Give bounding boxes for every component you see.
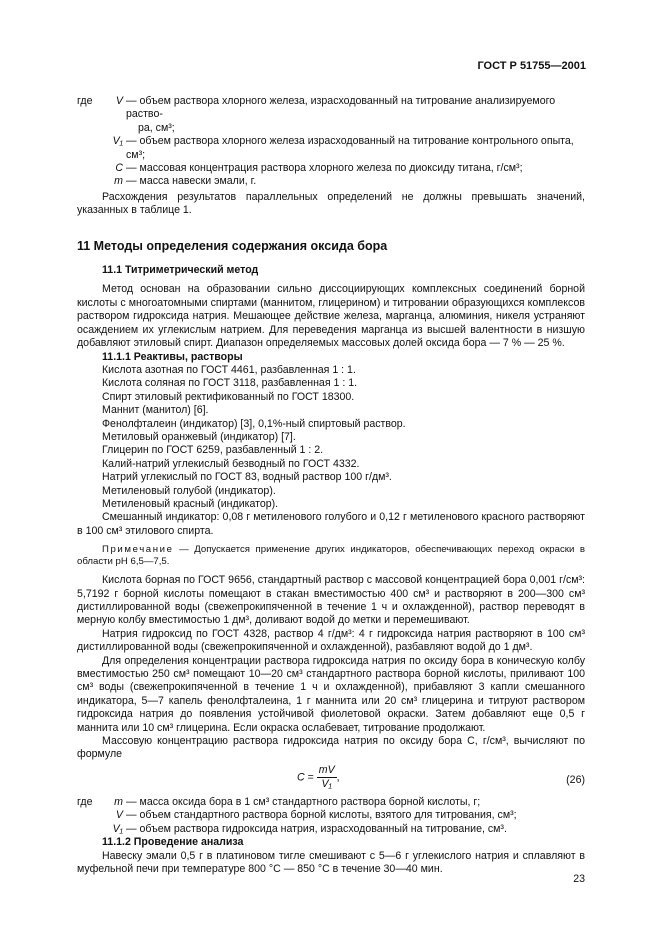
where-line (77, 162, 585, 175)
section-11-heading: 11 Методы определения содержания оксида бора (77, 238, 388, 253)
where-line (77, 796, 585, 809)
formula-fraction (317, 764, 337, 792)
where-symbol: V₁ (112, 135, 123, 148)
reagent-item: Глицерин по ГОСТ 6259, разбавленный 1 : 2. (102, 444, 324, 457)
where-text: — масса оксида бора в 1 см³ стандартного раствора борной кислоты, г; (126, 795, 481, 808)
reagent-item: Кислота азотная по ГОСТ 4461, разбавленная 1 : 1. (102, 363, 356, 376)
where-text: — объем раствора гидроксида натрия, израсходованный на титрование, см³. (126, 822, 507, 835)
where-lead (77, 823, 103, 836)
sodium-hydroxide-paragraph: Натрия гидроксид по ГОСТ 4328, раствор 4 г/дм³: 4 г гидроксида натрия растворяют в 100 см³ дистиллированной воды (свежепрокипяченной и охлажденной), разбавляют водой до 1 дм³. (77, 627, 585, 654)
where-symbol: V (115, 95, 123, 107)
mixed-indicator-paragraph: Смешанный индикатор: 0,08 г метиленового голубого и 0,12 г метиленового красного растворяют в 100 см³ этилового спирта. (77, 511, 585, 537)
where-line (77, 122, 585, 135)
reagent-item: Калий-натрий углекислый безводный по ГОСТ 4332. (102, 457, 360, 470)
mass-concentration-paragraph: Массовую концентрацию раствора гидроксида натрия по оксиду бора C, г/см³, вычисляют по формуле (77, 735, 585, 761)
where-symbol (103, 122, 126, 135)
where-text: — объем раствора хлорного железа, израсходованный на титрование анализируемого раство- (126, 95, 556, 121)
note (77, 544, 585, 568)
where-lead (77, 809, 103, 822)
where-line (77, 823, 585, 836)
where-lead (77, 175, 103, 188)
divergence-paragraph: Расхождения результатов параллельных определений не должны превышать значений, указанных в таблице 1. (77, 190, 585, 217)
formula-equals: = (307, 771, 314, 784)
reagent-item: Кислота соляная по ГОСТ 3118, разбавленная 1 : 1. (102, 377, 358, 390)
concentration-determination-paragraph: Для определения концентрации раствора гидроксида натрия по оксиду бора в коническую колбу вместимостью 250 см³ помещают 10—20 см³ стандартного раствора борной кислоты, приливают 100 см³ воды (свежепрокипяченной в течение 1 ч и охлажденной), прибавляют 3 капли смешанного индикатора, 5—7 капель фенолфталеина, 1 г маннита или 20 см³ глицерина и титруют раствором гидроксида натрия до появления устойчивой фиолетовой окраски. Затем добавляют еще 0,5 г маннита или 10 см³ глицерина. Если окраска ослабевает, титрование продолжают. (77, 654, 585, 734)
page-content (77, 95, 585, 876)
section-11-1-heading: 11.1 Титриметрический метод (102, 264, 259, 277)
where-text: ра, см³; (138, 121, 175, 134)
where-symbol: C (115, 162, 123, 175)
where-text: — объем стандартного раствора борной кислоты, взятого для титрования, см³; (126, 809, 517, 822)
analysis-paragraph: Навеску эмали 0,5 г в платиновом тигле смешивают с 5—6 г углекислого натрия и сплавляют в муфельной печи при температуре 800 °C — 850 °C в течение 30—40 мин. (77, 849, 585, 875)
document-code-header: ГОСТ Р 51755—2001 (477, 60, 586, 72)
formula-numerator: mV (317, 764, 337, 778)
where-symbol: m (114, 175, 123, 188)
reagents-list (77, 364, 585, 511)
formula-26 (77, 762, 585, 796)
reagent-item: Метиленовый красный (индикатор). (102, 497, 279, 510)
formula-expression (297, 764, 340, 792)
where-lead (77, 122, 103, 135)
where-lead (77, 162, 103, 175)
where-lead: где (77, 95, 93, 107)
note-text: — Допускается применение других индикаторов, обеспечивающих переход окраски в области pH 6,5—7,5. (77, 544, 585, 568)
where-line (77, 809, 585, 822)
formula-lhs: C (297, 771, 305, 784)
note-label: Примечание (102, 544, 174, 556)
reagent-item: Метиленовый голубой (индикатор). (102, 484, 276, 497)
where-symbol: V (115, 809, 123, 822)
reagent-item: Натрий углекислый по ГОСТ 83, водный раствор 100 г/дм³. (102, 471, 392, 484)
where-lead (77, 135, 103, 162)
formula-number: (26) (566, 773, 585, 786)
where-text: — масса навески эмали, г. (126, 175, 257, 188)
where-symbol: V₁ (112, 822, 123, 835)
reagent-item: Метиловый оранжевый (индикатор) [7]. (102, 430, 296, 443)
where-block-1 (77, 95, 585, 189)
section-11-1-2-heading: 11.1.2 Проведение анализа (102, 836, 244, 849)
boric-acid-paragraph: Кислота борная по ГОСТ 9656, стандартный раствор с массовой концентрацией бора 0,001 г/см³: 5,7192 г борной кислоты помещают в стакан вместимостью 400 см³ и растворяют в 200—300 см³ дистиллированной воды (свежепрокипяченной в течение 1 ч и охлажденной), раствор переводят в мерную колбу вместимостью 1 дм³, доливают водой до метки и перемешивают. (77, 574, 585, 627)
where-line (77, 95, 585, 122)
page-number: 23 (573, 873, 585, 885)
section-11-1-1-heading: 11.1.1 Реактивы, растворы (102, 350, 243, 363)
reagent-item: Фенолфталеин (индикатор) [3], 0,1%-ный спиртовый раствор. (102, 417, 406, 430)
where-lead: где (77, 795, 93, 808)
where-line (77, 175, 585, 188)
method-paragraph: Метод основан на образовании сильно диссоциирующих комплексных соединений борной кислоты с многоатомными спиртами (маннитом, глицерином) и титровании образующихся комплексов раствором гидроксида натрия. Мешающее действие железа, марганца, алюминия, никеля устраняют осаждением их углекислым натрием. Для переведения марганца из высшей валентности в низшую добавляют этиловый спирт. Диапазон определяемых массовых долей оксида бора — 7 % — 25 %. (77, 283, 585, 350)
where-symbol: m (114, 795, 123, 808)
where-block-2 (77, 796, 585, 836)
where-text: — массовая концентрация раствора хлорного железа по диоксиду титана, г/см³; (126, 162, 523, 175)
reagent-item: Маннит (манитол) [6]. (102, 404, 209, 417)
where-line (77, 135, 585, 162)
formula-denominator: V₁ (321, 778, 332, 791)
where-text: — объем раствора хлорного железа израсходованный на титрование контрольного опыта, см³; (126, 135, 574, 161)
formula-tail: , (336, 771, 340, 784)
reagent-item: Спирт этиловый ректификованный по ГОСТ 18300. (102, 390, 355, 403)
